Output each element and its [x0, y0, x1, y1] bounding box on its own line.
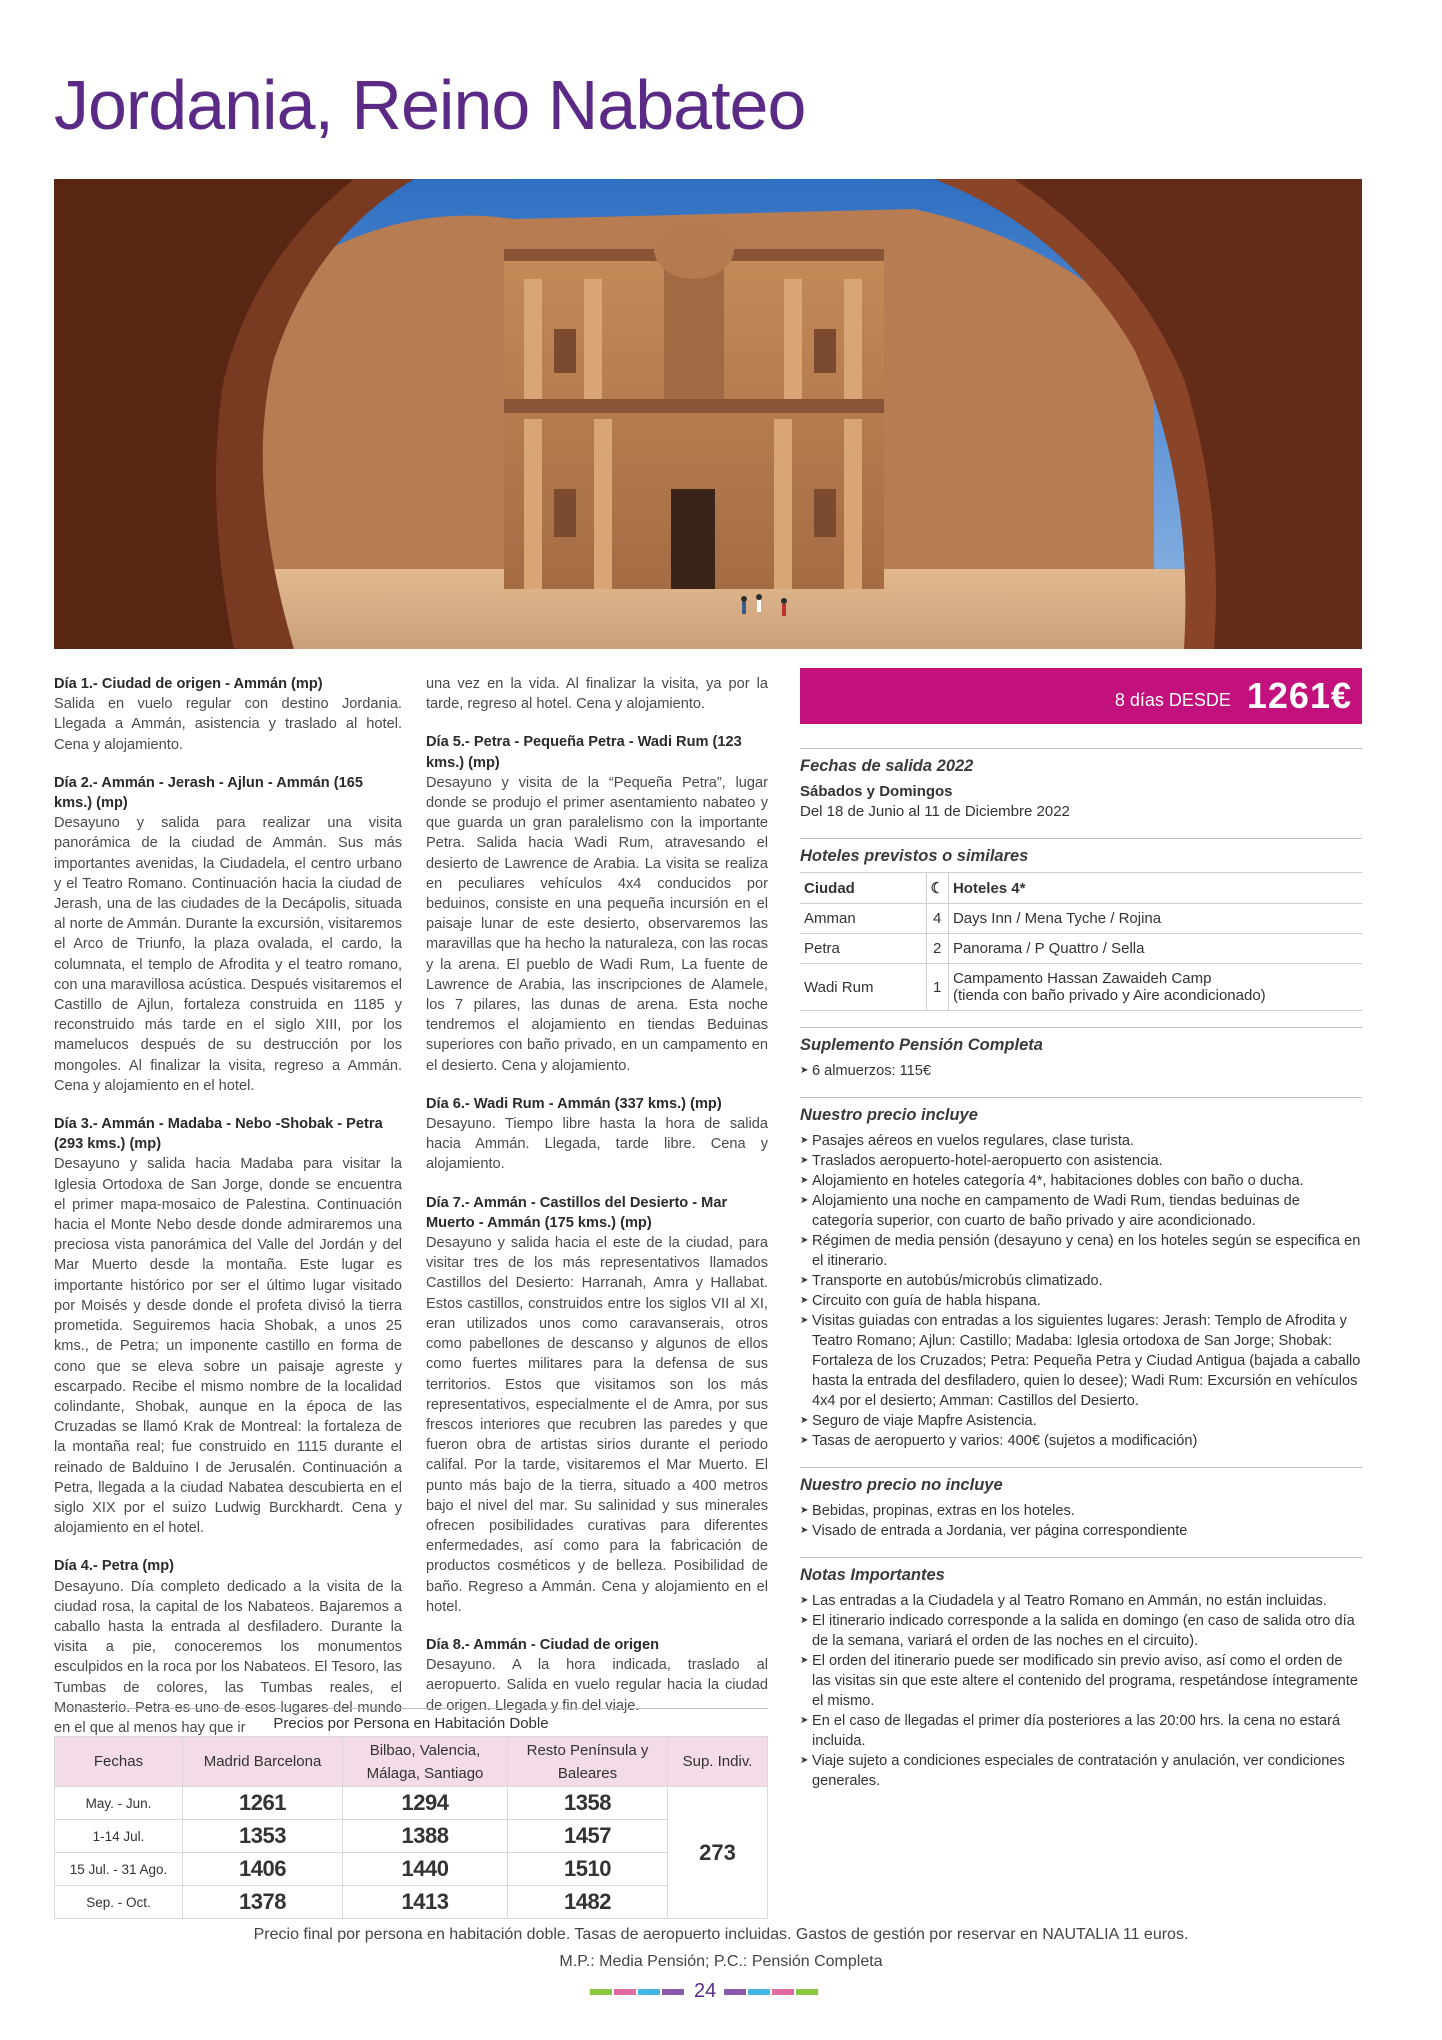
- color-segment: [748, 1989, 770, 1995]
- notes-section: [800, 1557, 1362, 1791]
- price-table-block: [54, 1708, 768, 1919]
- list-item: ➤ El itinerario indicado corresponde a la salida en domingo (en caso de salida otro día de la semana, variará el orden de las noches en el circuito).: [800, 1611, 1362, 1651]
- list-item: ➤ Tasas de aeropuerto y varios: 400€ (sujetos a modificación): [800, 1431, 1362, 1451]
- day-text: Desayuno. Tiempo libre hasta la hora de salida hacia Ammán. Llegada, tarde libre. Cena y alojamiento.: [426, 1116, 768, 1173]
- day-title: Día 5.- Petra - Pequeña Petra - Wadi Rum (123 kms.) (mp): [426, 734, 742, 771]
- hotel-row: [800, 964, 1362, 1011]
- price-cell: 1413: [343, 1886, 508, 1919]
- date-cell: May. - Jun.: [55, 1787, 183, 1820]
- header-cell: Sup. Indiv.: [668, 1737, 768, 1787]
- price-banner-amount: 1261€: [1246, 675, 1352, 716]
- info-sidebar: [800, 668, 1362, 1791]
- col-city: Ciudad: [800, 873, 926, 904]
- hotel-nights: 4: [926, 904, 948, 934]
- includes-list: [800, 1131, 1362, 1451]
- price-cell: 1378: [183, 1886, 343, 1919]
- price-cell: 1358: [508, 1787, 668, 1820]
- list-item: ➤ Circuito con guía de habla hispana.: [800, 1291, 1362, 1311]
- list-item: ➤ Visitas guiadas con entradas a los siguientes lugares: Jerash: Templo de Afrodita y Teatro Romano; Ajlun: Castillo; Madaba: Iglesia ortodoxa de San Jorge; Shobak: Fortaleza de los Cruzados; Petra: Pequeña Petra y Ciudad Antigua (bajada a caballo hasta la entrada del desfiladero, quien lo desee); Wadi Rum: Excursión en vehículos 4x4 por el desierto; Amman: Castillos del Desierto.: [800, 1311, 1362, 1411]
- supplement-section: [800, 1027, 1362, 1081]
- section-title: Hoteles previstos o similares: [800, 847, 1029, 865]
- page-number-bar: [590, 1980, 820, 2003]
- hotels-header-row: [800, 873, 1362, 904]
- table-row: [55, 1787, 768, 1820]
- day-5: [426, 732, 768, 1075]
- hero-photo: [54, 179, 1362, 649]
- price-table: [54, 1736, 768, 1919]
- supplement-list: [800, 1061, 1362, 1081]
- moon-icon: ☾: [926, 873, 948, 904]
- list-item: ➤ Seguro de viaje Mapfre Asistencia.: [800, 1411, 1362, 1431]
- day-text: Desayuno. Día completo dedicado a la visita de la ciudad rosa, la capital de los Nabateos. Bajaremos a caballo hasta la entrada al desfiladero. Durante la visita a pie, conoceremos los monumentos esculpidos en la roca por los Nabateos. El Tesoro, las Tumbas de colores, las Tumbas reales, el Monasterio. Petra es uno de esos lugares del mundo en el que al menos hay que ir: [54, 1578, 402, 1736]
- list-item: ➤ Visado de entrada a Jordania, ver página correspondiente: [800, 1521, 1362, 1541]
- hotels-table: [800, 872, 1362, 1011]
- notes-list: [800, 1591, 1362, 1791]
- day-title: Día 1.- Ciudad de origen - Ammán (mp): [54, 676, 323, 692]
- hotel-nights: 2: [926, 934, 948, 964]
- section-title: Notas Importantes: [800, 1566, 945, 1584]
- hotel-nights: 1: [926, 964, 948, 1011]
- list-item: ➤ Alojamiento una noche en campamento de Wadi Rum, tiendas beduinas de categoría superior, con cuarto de baño privado y aire acondicionado.: [800, 1191, 1362, 1231]
- list-item: ➤ Régimen de media pensión (desayuno y cena) en los hoteles según se especifica en el itinerario.: [800, 1231, 1362, 1271]
- day-4-continued: [426, 674, 768, 714]
- day-title: Día 8.- Ammán - Ciudad de origen: [426, 1636, 659, 1653]
- header-cell: Bilbao, Valencia, Málaga, Santiago: [343, 1737, 508, 1787]
- price-cell: 1261: [183, 1787, 343, 1820]
- price-banner-days: 8 días DESDE: [1114, 689, 1231, 710]
- itinerary-column-1: [54, 674, 402, 1756]
- includes-section: [800, 1097, 1362, 1451]
- table-row: [55, 1886, 768, 1919]
- date-cell: 1-14 Jul.: [55, 1820, 183, 1853]
- dates-days: Sábados y Domingos: [800, 783, 953, 800]
- color-segment: [662, 1989, 684, 1995]
- hotels-section: [800, 838, 1362, 1011]
- hotel-row: [800, 934, 1362, 964]
- date-cell: 15 Jul. - 31 Ago.: [55, 1853, 183, 1886]
- day-text: Salida en vuelo regular con destino Jordania. Llegada a Ammán, asistencia y traslado al hotel. Cena y alojamiento.: [54, 696, 402, 753]
- list-item: ➤ Transporte en autobús/microbús climatizado.: [800, 1271, 1362, 1291]
- list-item: ➤ Traslados aeropuerto-hotel-aeropuerto con asistencia.: [800, 1151, 1362, 1171]
- excludes-section: [800, 1467, 1362, 1541]
- footer-note: Precio final por persona en habitación doble. Tasas de aeropuerto incluidas. Gastos de gestión por reservar en NAUTALIA 11 euros.: [253, 1926, 1189, 1943]
- day-title: Día 6.- Wadi Rum - Ammán (337 kms.) (mp): [426, 1095, 722, 1112]
- hotel-name: Campamento Hassan Zawaideh Camp: [952, 970, 1212, 987]
- hotel-row: [800, 904, 1362, 934]
- page-title: Jordania, Reino Nabateo: [54, 66, 806, 144]
- price-cell: 1406: [183, 1853, 343, 1886]
- header-cell: Fechas: [55, 1737, 183, 1787]
- date-cell: Sep. - Oct.: [55, 1886, 183, 1919]
- day-8: [426, 1635, 768, 1716]
- dates-section: [800, 748, 1362, 822]
- day-title: Día 7.- Ammán - Castillos del Desierto - Mar Muerto - Ammán (175 kms.) (mp): [426, 1194, 728, 1231]
- day-title: Día 3.- Ammán - Madaba - Nebo -Shobak - Petra (293 kms.) (mp): [54, 1116, 383, 1153]
- price-cell: 1440: [343, 1853, 508, 1886]
- price-cell: 1482: [508, 1886, 668, 1919]
- color-segment: [590, 1989, 612, 1995]
- section-title: Fechas de salida 2022: [800, 757, 974, 775]
- petra-monastery-image: [54, 179, 1362, 649]
- monastery-facade: [504, 219, 884, 589]
- day-title: Día 2.- Ammán - Jerash - Ajlun - Ammán (165 kms.) (mp): [54, 774, 363, 812]
- sup-indiv-cell: 273: [668, 1787, 768, 1919]
- hotel-name-cell: [948, 964, 1362, 1011]
- dates-range: Del 18 de Junio al 11 de Diciembre 2022: [800, 803, 1070, 820]
- section-title: Nuestro precio incluye: [800, 1106, 978, 1124]
- day-3: [54, 1114, 402, 1538]
- color-segment: [724, 1989, 746, 1995]
- color-segment: [796, 1989, 818, 1995]
- day-text: una vez en la vida. Al finalizar la visita, ya por la tarde, regreso al hotel. Cena y alojamiento.: [426, 676, 768, 713]
- hotel-name: Panorama / P Quattro / Sella: [948, 934, 1362, 964]
- hotel-city: Amman: [800, 904, 926, 934]
- list-item: ➤ 6 almuerzos: 115€: [800, 1061, 1362, 1081]
- price-banner: [800, 668, 1362, 724]
- section-title: Nuestro precio no incluye: [800, 1476, 1003, 1494]
- list-item: ➤ En el caso de llegadas el primer día posteriores a las 20:00 hrs. la cena no estará incluida.: [800, 1711, 1362, 1751]
- hotel-city: Wadi Rum: [800, 964, 926, 1011]
- page-number: 24: [694, 1980, 717, 2002]
- hotel-note: (tienda con baño privado y Aire acondicionado): [952, 987, 1266, 1004]
- price-cell: 1510: [508, 1853, 668, 1886]
- day-title: Día 4.- Petra (mp): [54, 1558, 175, 1575]
- day-text: Desayuno y salida para realizar una visita panorámica de la ciudad de Ammán. Sus más importantes avenidas, la Ciudadela, el centro urbano y el Teatro Romano. Continuación hacia la ciudad de Jerash, una de las ciudades de la Decápolis, situada al norte de Ammán. Durante la excursión, visitaremos el Arco de Triunfo, la plaza ovalada, el cardo, la columnata, el templo de Afrodita y el teatro romano, con una maravillosa acústica. Después visitaremos el Castillo de Ajlun, fortaleza construida en 1185 y reconstruido más tarde en el siglo XIII, por los mamelucos después de su destrucción por los mongoles. Al finalizar la visita, regreso a Ammán. Cena y alojamiento en el hotel.: [54, 815, 402, 1094]
- table-row: [55, 1820, 768, 1853]
- section-title: Suplemento Pensión Completa: [800, 1036, 1043, 1054]
- day-1: [54, 674, 402, 755]
- excludes-list: [800, 1501, 1362, 1541]
- price-cell: 1353: [183, 1820, 343, 1853]
- table-row: [55, 1853, 768, 1886]
- price-table-caption: Precios por Persona en Habitación Doble: [54, 1708, 768, 1736]
- color-segment: [638, 1989, 660, 1995]
- list-item: ➤ El orden del itinerario puede ser modificado sin previo aviso, así como el orden de las visitas sin que este altere el contenido del programa, respetándose íntegramente el mismo.: [800, 1651, 1362, 1711]
- color-segment: [772, 1989, 794, 1995]
- hotel-city: Petra: [800, 934, 926, 964]
- list-item: ➤ Pasajes aéreos en vuelos regulares, clase turista.: [800, 1131, 1362, 1151]
- price-cell: 1294: [343, 1787, 508, 1820]
- itinerary-column-2: [426, 674, 768, 1734]
- day-text: Desayuno y visita de la “Pequeña Petra”, lugar donde se produjo el primer asentamiento nabateo y que guarda un gran paralelismo con la importante Petra. Salida hacia Wadi Rum, atravesando el desierto de Lawrence de Arabia. La visita se realiza en peculiares vehículos 4x4 conducidos por beduinos, consiste en una pequeña incursión en el paisaje lunar de este desierto, observaremos las maravillas que ha hecho la naturaleza, con las rocas y la arena. El pueblo de Wadi Rum, La fuente de Lawrence de Arabia, las inscripciones de Alamele, los 7 pilares, las dunas de arena. Esta noche tendremos el alojamiento en tiendas Beduinas superiores con baño privado, en un campamento en el desierto. Cena y alojamiento.: [426, 774, 768, 1074]
- day-2: [54, 773, 402, 1096]
- day-6: [426, 1094, 768, 1175]
- color-segment: [614, 1989, 636, 1995]
- day-7: [426, 1193, 768, 1617]
- day-text: Desayuno y salida hacia el este de la ciudad, para visitar tres de los más representativos llamados Castillos del Desierto: Harranah, Amra y Hallabat. Estos castillos, construidos entre los siglos VII al XI, eran utilizados unos como caravanserais, otros como pabellones de descanso y algunos de ellos como fuertes militares para la defensa de sus territorios. Estos que visitamos son los más representativos, especialmente el de Amra, por sus frescos interiores que recubren las paredes y que fueron obra de artistas sirios durante el periodo califal. Por la tarde, visitaremos el Mar Muerto. El punto más bajo de la tierra, situado a 400 metros bajo el nivel del mar. Su salinidad y sus minerales ofrecen posibilidades curativas para diferentes enfermedades, así como para la fabricación de productos cosméticos y de belleza. Posibilidad de baño. Regreso a Ammán. Cena y alojamiento en el hotel.: [426, 1235, 768, 1615]
- hotel-name: Days Inn / Mena Tyche / Rojina: [948, 904, 1362, 934]
- price-cell: 1457: [508, 1820, 668, 1853]
- col-hotels: Hoteles 4*: [948, 873, 1362, 904]
- list-item: ➤ Viaje sujeto a condiciones especiales de contratación y anulación, ver condiciones generales.: [800, 1751, 1362, 1791]
- list-item: ➤ Bebidas, propinas, extras en los hoteles.: [800, 1501, 1362, 1521]
- list-item: ➤ Las entradas a la Ciudadela y al Teatro Romano en Ammán, no están incluidas.: [800, 1591, 1362, 1611]
- day-text: Desayuno. A la hora indicada, traslado al aeropuerto. Salida en vuelo regular hacia la ciudad de origen. Llegada y fin del viaje.: [426, 1657, 768, 1714]
- header-cell: Madrid Barcelona: [183, 1737, 343, 1787]
- header-cell: Resto Península y Baleares: [508, 1737, 668, 1787]
- footer-legend: M.P.: Media Pensión; P.C.: Pensión Completa: [559, 1953, 883, 1970]
- price-cell: 1388: [343, 1820, 508, 1853]
- list-item: ➤ Alojamiento en hoteles categoría 4*, habitaciones dobles con baño o ducha.: [800, 1171, 1362, 1191]
- price-table-header: [55, 1737, 768, 1787]
- day-text: Desayuno y salida hacia Madaba para visitar la Iglesia Ortodoxa de San Jorge, donde se encuentra el primer mapa-mosaico de Palestina. Continuación hacia el Monte Nebo desde donde admiraremos una preciosa vista panorámica del Valle del Jordán y del Mar Muerto desde la montaña. Este lugar es importante histórico por ser el último lugar visitado por Moisés y desde donde el profeta divisó la tierra prometida. Seguiremos hacia Shobak, a unos 25 kms., de Petra; un imponente castillo en forma de cono que se eleva sobre un paisaje agreste y escarpado. Recibe el mismo nombre de la localidad colindante, Shobak, aunque en la época de las Cruzadas se llamó Krak de Montreal: la fortaleza de la montaña real; fue construido en 1115 durante el reinado de Balduino I de Jerusalén. Continuación a Petra, llegada a la ciudad Nabatea descubierta en el siglo XIX por el suizo Ludwig Burckhardt. Cena y alojamiento en el hotel.: [54, 1156, 402, 1537]
